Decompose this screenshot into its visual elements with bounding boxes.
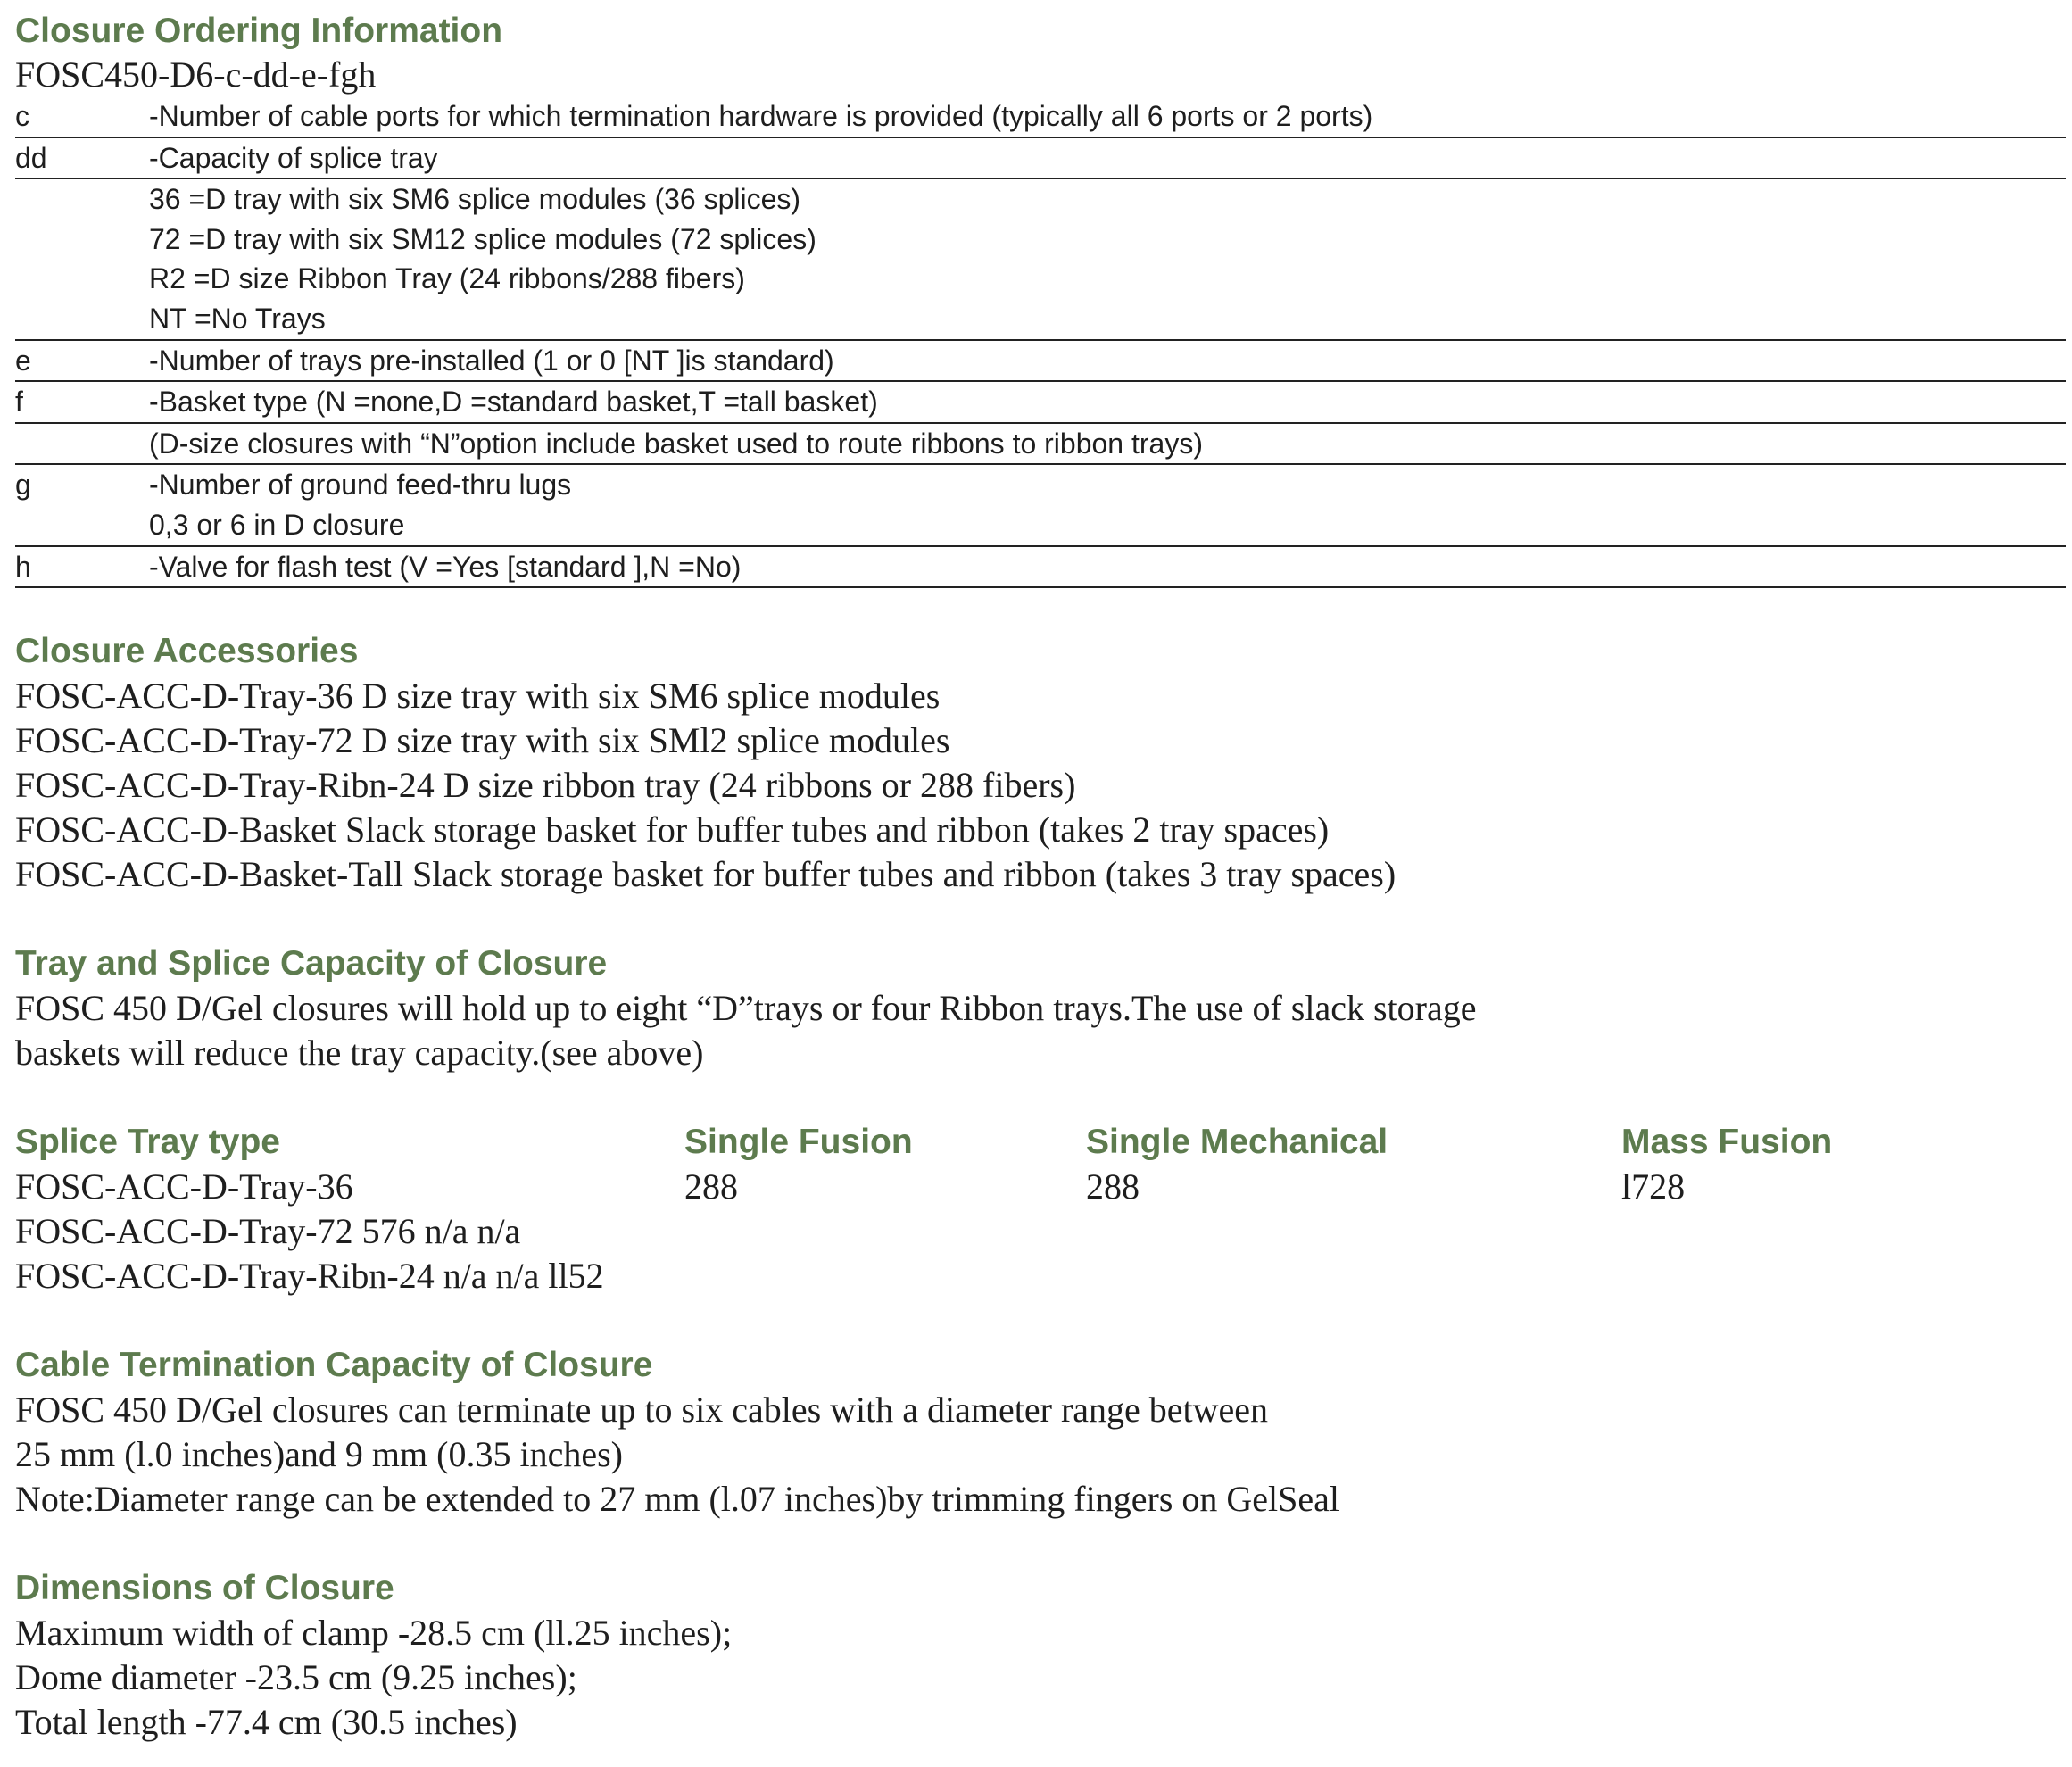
ordering-heading: Closure Ordering Information — [15, 12, 503, 50]
table-row — [15, 505, 2066, 546]
cable-termination-line: FOSC 450 D/Gel closures can terminate up to six cables with a diameter range between — [15, 1390, 1269, 1431]
col-header-single-mechanical: Single Mechanical — [1086, 1123, 1388, 1162]
tray-capacity-line: FOSC 450 D/Gel closures will hold up to eight “D”trays or four Ribbon trays.The use of slack storage — [15, 988, 1477, 1029]
cable-termination-section — [15, 1343, 2066, 1522]
single-mechanical-cell: 288 — [1086, 1166, 1140, 1207]
option-code-cell: c — [15, 96, 149, 137]
table-row — [15, 178, 2066, 220]
option-description-cell: -Number of cable ports for which termination hardware is provided (typically all 6 ports or 2 ports) — [149, 96, 2066, 137]
accessory-item: FOSC-ACC-D-Basket-Tall Slack storage basket for buffer tubes and ribbon (takes 3 tray spaces) — [15, 854, 1397, 895]
cable-termination-line: 25 mm (l.0 inches)and 9 mm (0.35 inches) — [15, 1434, 623, 1475]
table-row — [15, 340, 2066, 382]
option-description-cell: -Number of trays pre-installed (1 or 0 [NT ]is standard) — [149, 340, 2066, 382]
ordering-table — [15, 96, 2066, 588]
accessories-heading: Closure Accessories — [15, 632, 359, 671]
option-description-cell: 0,3 or 6 in D closure — [149, 505, 2066, 546]
dimension-line: Dome diameter -23.5 cm (9.25 inches); — [15, 1657, 577, 1698]
dimensions-heading: Dimensions of Closure — [15, 1569, 394, 1608]
tray-capacity-heading: Tray and Splice Capacity of Closure — [15, 944, 608, 983]
option-code-cell: dd — [15, 137, 149, 179]
dimensions-section — [15, 1566, 2066, 1745]
table-row — [15, 220, 2066, 260]
tray-capacity-section — [15, 942, 2066, 1075]
table-row — [15, 137, 2066, 179]
option-description-cell: -Capacity of splice tray — [149, 137, 2066, 179]
table-row — [15, 464, 2066, 505]
mass-fusion-cell: l728 — [1621, 1166, 1686, 1207]
spec-sheet — [15, 0, 2066, 1745]
ordering-code: FOSC450-D6-c-dd-e-fgh — [15, 54, 377, 95]
option-code-cell — [15, 299, 149, 340]
table-row — [15, 546, 2066, 588]
cable-termination-heading: Cable Termination Capacity of Closure — [15, 1346, 653, 1385]
option-code-cell — [15, 220, 149, 260]
table-row: FOSC-ACC-D-Tray-72 576 n/a n/a — [15, 1211, 521, 1252]
table-row: FOSC-ACC-D-Tray-Ribn-24 n/a n/a ll52 — [15, 1256, 604, 1297]
accessories-section — [15, 629, 2066, 897]
dimension-line: Maximum width of clamp -28.5 cm (ll.25 inches); — [15, 1613, 733, 1654]
option-description-cell: NT =No Trays — [149, 299, 2066, 340]
option-description-cell: 36 =D tray with six SM6 splice modules (36 splices) — [149, 183, 801, 216]
option-description-cell: 72 =D tray with six SM12 splice modules (72 splices) — [149, 222, 816, 255]
cable-termination-line: Note:Diameter range can be extended to 27 mm (l.07 inches)by trimming fingers on GelSeal — [15, 1479, 1340, 1520]
option-code-cell: f — [15, 381, 149, 423]
col-header-mass-fusion: Mass Fusion — [1621, 1123, 1833, 1162]
single-fusion-cell: 288 — [684, 1166, 738, 1207]
splice-tray-table — [15, 1120, 2066, 1298]
accessory-item: FOSC-ACC-D-Tray-Ribn-24 D size ribbon tray (24 ribbons or 288 fibers) — [15, 765, 1076, 806]
option-code-cell — [15, 505, 149, 546]
option-code-cell: e — [15, 340, 149, 382]
table-row — [15, 299, 2066, 340]
table-row — [15, 96, 2066, 137]
option-code-cell: h — [15, 546, 149, 588]
ordering-section — [15, 9, 2066, 588]
col-header-tray-type: Splice Tray type — [15, 1123, 280, 1162]
accessory-item: FOSC-ACC-D-Tray-36 D size tray with six SM6 splice modules — [15, 676, 941, 717]
tray-capacity-line: baskets will reduce the tray capacity.(see above) — [15, 1033, 704, 1074]
option-description-cell: -Valve for flash test (V =Yes [standard ],N =No) — [149, 546, 2066, 588]
option-description-cell: R2 =D size Ribbon Tray (24 ribbons/288 fibers) — [149, 262, 745, 295]
option-code-cell — [15, 259, 149, 299]
option-code-cell — [15, 423, 149, 465]
dimension-line: Total length -77.4 cm (30.5 inches) — [15, 1702, 518, 1743]
tray-type-cell: FOSC-ACC-D-Tray-36 — [15, 1166, 353, 1207]
option-code-cell: g — [15, 469, 31, 502]
table-row — [15, 1165, 2066, 1209]
option-description-cell: (D-size closures with “N”option include basket used to route ribbons to ribbon trays) — [149, 423, 2066, 465]
table-row — [15, 381, 2066, 423]
table-row — [15, 423, 2066, 465]
accessory-item: FOSC-ACC-D-Basket Slack storage basket for buffer tubes and ribbon (takes 2 tray spaces) — [15, 809, 1330, 850]
option-code-cell — [15, 178, 149, 220]
option-description-cell: -Number of ground feed-thru lugs — [149, 469, 572, 502]
col-header-single-fusion: Single Fusion — [684, 1123, 913, 1162]
table-row — [15, 259, 2066, 299]
splice-table-header-row — [15, 1120, 2066, 1165]
accessory-item: FOSC-ACC-D-Tray-72 D size tray with six SMl2 splice modules — [15, 720, 950, 761]
option-description-cell: -Basket type (N =none,D =standard basket,T =tall basket) — [149, 381, 2066, 423]
